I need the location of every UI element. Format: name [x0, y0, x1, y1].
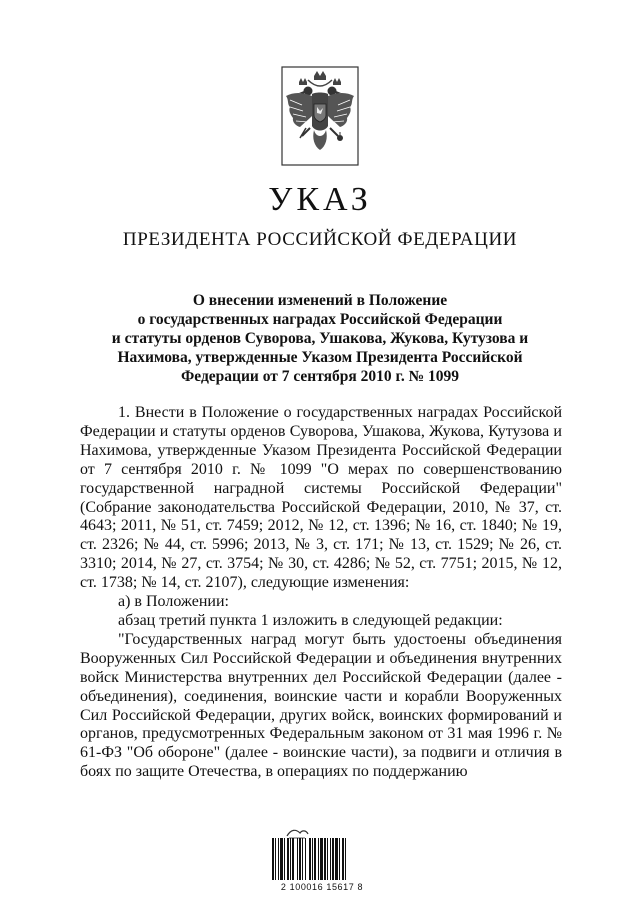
- title-line: Федерации от 7 сентября 2010 г. № 1099: [180, 368, 460, 385]
- body-paragraph: "Государственных наград могут быть удостоены объединения Вооруженных Сил Российской Федерации и объединения внутренних войск Министерства внутренних дел Российской Федерации (далее - объединения), соединения, воинские части и корабли Вооруженных Сил Российской Федерации, других войск, воинских формирований и органов, предусмотренных Федеральным законом от 31 мая 1996 г. № 61-ФЗ "Об обороне" (далее - воинские части), за подвиги и отличия в боях по защите Отечества, в операциях по поддержанию: [80, 630, 562, 781]
- double-headed-eagle-icon: [281, 66, 359, 166]
- document-body: [80, 404, 562, 782]
- body-paragraph: 1. Внести в Положение о государственных наградах Российской Федерации и статуты орденов Суворова, Ушакова, Жукова, Кутузова и Нахимова, утвержденные Указом Президента Российской Федерации от 7 сентября 2010 г. № 1099 "О мерах по совершенствованию государственной наградной системы Российской Федерации" (Собрание законодательства Российской Федерации, 2010, № 37, ст. 4643; 2011, № 51, ст. 7459; 2012, № 12, ст. 1396; № 16, ст. 1840; № 19, ст. 2326; № 44, ст. 5996; 2013, № 3, ст. 171; № 13, ст. 1529; № 26, ст. 3310; 2014, № 27, ст. 3754; № 30, ст. 4286; № 52, ст. 7751; 2015, № 12, ст. 1738; № 14, ст. 2107), следующие изменения:: [80, 404, 562, 592]
- body-paragraph: абзац третий пункта 1 изложить в следующей редакции:: [118, 611, 503, 629]
- document-issuer-heading: ПРЕЗИДЕНТА РОССИЙСКОЙ ФЕДЕРАЦИИ: [122, 229, 518, 250]
- body-paragraph: а) в Положении:: [118, 593, 229, 611]
- document-title: [60, 291, 580, 386]
- title-line: и статуты орденов Суворова, Ушакова, Жукова, Кутузова и: [111, 330, 529, 347]
- title-line: О внесении изменений в Положение: [192, 292, 448, 309]
- barcode-number: 2 100016 15617 8: [280, 882, 364, 892]
- title-line: Нахимова, утвержденные Указом Президента Российской: [117, 349, 523, 366]
- barcode-block: [262, 826, 382, 896]
- coat-of-arms-emblem: [281, 66, 359, 166]
- title-line: о государственных наградах Российской Федерации: [137, 311, 503, 328]
- barcode-icon: [272, 838, 376, 880]
- document-type-heading: УКАЗ: [268, 181, 372, 218]
